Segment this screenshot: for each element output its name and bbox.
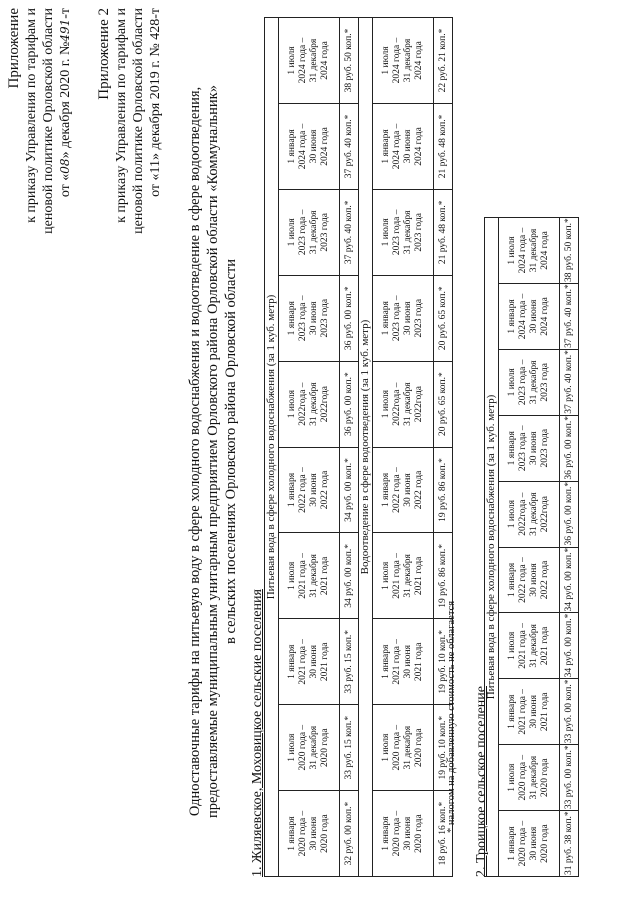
period-line: 1 июля xyxy=(507,500,517,529)
period-line: 2021 года – xyxy=(392,638,402,685)
appendix-line: ценовой политике Орловской области xyxy=(41,8,56,234)
wastewater-caption: Водоотведение в сфере водоотведения (за 1 куб. метр) xyxy=(359,18,373,877)
tariff-value-cell: 18 руб. 16 коп.* xyxy=(434,791,453,877)
document-title xyxy=(186,0,240,903)
period-line: 2021 года xyxy=(540,626,550,666)
period-header-cell xyxy=(279,103,340,189)
period-header-row xyxy=(279,18,340,877)
period-header-cell xyxy=(373,103,434,189)
period-line: 31 декабря xyxy=(309,382,319,426)
period-line: 1 января xyxy=(287,472,297,508)
tariff-value-cell: 37 руб. 40 коп.* xyxy=(560,349,579,415)
appendix-2-header xyxy=(96,8,164,234)
tariff-value-cell: 20 руб. 65 коп.* xyxy=(434,275,453,361)
period-line: 2022года xyxy=(320,386,330,423)
period-line: 2021 года – xyxy=(518,623,528,669)
handwritten-number: 491 xyxy=(58,18,72,42)
tariff-value-cell: 20 руб. 65 коп.* xyxy=(434,361,453,447)
period-header-cell xyxy=(373,705,434,791)
period-header-cell xyxy=(499,349,560,415)
period-line: 2021 года – xyxy=(392,553,402,599)
period-line: 2024 года – xyxy=(298,37,308,84)
period-line: 31 декабря xyxy=(529,624,539,668)
period-line: 2022года – xyxy=(298,382,308,426)
period-line: 1 июля xyxy=(287,561,297,590)
period-line: 31 декабря xyxy=(309,210,319,255)
period-line: 2023 года xyxy=(540,363,550,402)
period-line: 2023 года xyxy=(320,213,330,252)
period-header-cell xyxy=(279,533,340,619)
period-line: 2024 года xyxy=(320,41,330,80)
tariff-value-cell: 19 руб. 86 коп.* xyxy=(434,447,453,533)
tariff-value-cell: 31 руб. 38 коп.* xyxy=(560,811,579,877)
period-line: 31 декабря xyxy=(529,228,539,273)
period-line: 1 января xyxy=(381,816,391,851)
period-header-row xyxy=(373,18,434,877)
period-line: 2024 года xyxy=(320,127,330,166)
period-line: 1 января xyxy=(381,129,391,164)
period-line: 1 июля xyxy=(381,46,391,75)
tariff-value-cell: 36 руб. 00 коп.* xyxy=(560,415,579,481)
period-line: 30 июня xyxy=(529,563,539,597)
period-line: 31 декабря xyxy=(403,725,413,770)
period-header-cell xyxy=(279,705,340,791)
value-row xyxy=(560,218,579,877)
period-line: 31 декабря xyxy=(309,554,319,598)
period-line: 2021 года xyxy=(414,556,424,596)
period-header-cell xyxy=(373,533,434,619)
period-line: 2024 года – xyxy=(392,37,402,84)
period-line: 2024 года xyxy=(414,127,424,166)
period-line: 1 июля xyxy=(507,368,517,397)
tariff-value-cell: 36 руб. 00 коп.* xyxy=(340,275,359,361)
period-header-cell xyxy=(499,547,560,613)
tariff-value-cell: 33 руб. 00 коп.* xyxy=(560,679,579,745)
tariff-value-cell: 22 руб. 21 коп.* xyxy=(434,18,453,104)
period-line: 1 июля xyxy=(287,46,297,75)
period-header-cell xyxy=(373,361,434,447)
period-header-cell xyxy=(279,189,340,275)
period-header-cell xyxy=(373,275,434,361)
period-line: 2021 года xyxy=(320,642,330,682)
tariff-value-cell: 33 руб. 15 коп.* xyxy=(340,619,359,705)
appendix-order-prefix: от « xyxy=(58,173,73,198)
period-line: 31 декабря xyxy=(403,554,413,598)
period-line: 1 января xyxy=(287,816,297,851)
period-line: 2020 года xyxy=(320,814,330,853)
period-line: 1 января xyxy=(287,301,297,336)
period-line: 1 января xyxy=(381,644,391,679)
appendix-order-line xyxy=(57,8,74,234)
period-line: 2020 года – xyxy=(298,724,308,771)
period-line: 30 июня xyxy=(309,645,319,679)
tariff-value-cell: 37 руб. 40 коп.* xyxy=(340,103,359,189)
section-2-heading: 2. Троицкое сельское поселение xyxy=(474,686,489,877)
tariff-value-cell: 19 руб. 10 коп.* xyxy=(434,619,453,705)
period-header-cell xyxy=(499,415,560,481)
appendix-title: Приложение xyxy=(6,8,22,89)
period-header-cell xyxy=(279,275,340,361)
period-line: 1 января xyxy=(507,826,517,861)
period-line: 30 июня xyxy=(529,431,539,465)
period-line: 30 июня xyxy=(403,301,413,335)
period-line: 2023 года xyxy=(414,298,424,338)
period-line: 31 декабря xyxy=(529,492,539,536)
handwritten-day: 08 xyxy=(58,158,72,174)
tariff-value-cell: 34 руб. 00 коп.* xyxy=(340,447,359,533)
period-header-cell xyxy=(373,18,434,104)
period-line: 30 июня xyxy=(403,645,413,679)
appendix-2-title: Приложение 2 xyxy=(96,8,112,100)
period-header-cell xyxy=(279,361,340,447)
period-header-cell xyxy=(279,18,340,104)
period-line: 2021 года xyxy=(540,692,550,732)
period-line: 2023 года – xyxy=(518,359,528,406)
period-header-cell xyxy=(373,189,434,275)
value-row xyxy=(340,18,359,877)
period-line: 1 января xyxy=(381,472,391,508)
period-line: 1 января xyxy=(507,431,517,466)
table-caption: Питьевая вода в сфере холодного водоснабжения (за 1 куб. метр) xyxy=(265,18,279,877)
period-line: 30 июня xyxy=(403,129,413,164)
period-header-cell xyxy=(499,481,560,547)
period-line: 2023 года xyxy=(414,213,424,252)
period-line: 2021 года xyxy=(414,642,424,682)
period-line: 31 декабря xyxy=(529,360,539,405)
tariff-value-cell: 19 руб. 10 коп.* xyxy=(434,705,453,791)
period-line: 2020 года xyxy=(540,758,550,797)
tariff-value-cell: 37 руб. 40 коп.* xyxy=(340,189,359,275)
period-line: 30 июня xyxy=(309,473,319,507)
period-line: 31 декабря xyxy=(403,382,413,426)
tariff-value-cell: 36 руб. 00 коп.* xyxy=(340,361,359,447)
period-header-cell xyxy=(499,613,560,679)
tariff-value-cell: 34 руб. 00 коп.* xyxy=(560,613,579,679)
period-line: 2022 года xyxy=(320,470,330,510)
tariff-value-cell: 21 руб. 48 коп.* xyxy=(434,189,453,275)
table-caption: Питьевая вода в сфере холодного водоснабжения (за 1 куб. метр) xyxy=(485,218,499,877)
period-line: 30 июня xyxy=(309,301,319,335)
tariff-table-2 xyxy=(484,217,579,877)
period-line: 2024 года – xyxy=(518,227,528,274)
period-line: 1 января xyxy=(507,694,517,729)
period-line: 2023 года – xyxy=(392,209,402,256)
period-line: 2021 года – xyxy=(298,638,308,685)
period-line: 1 июля xyxy=(381,218,391,247)
period-line: 1 июля xyxy=(381,390,391,419)
period-line: 2023 года – xyxy=(518,425,528,472)
period-line: 2022года – xyxy=(518,492,528,536)
period-line: 1 июля xyxy=(507,236,517,265)
tariff-value-cell: 21 руб. 48 коп.* xyxy=(434,103,453,189)
period-line: 2023 года – xyxy=(298,209,308,256)
period-line: 2020 года xyxy=(540,824,550,863)
title-line: в сельских поселениях Орловского района Орловской области xyxy=(223,259,239,645)
period-line: 2020 года xyxy=(414,814,424,853)
period-line: 2023 года xyxy=(540,428,550,468)
period-line: 1 июля xyxy=(507,763,517,792)
period-line: 30 июня xyxy=(403,816,413,851)
period-line: 2020 года – xyxy=(298,810,308,857)
period-line: 30 июня xyxy=(309,129,319,164)
tariff-value-cell: 32 руб. 00 коп.* xyxy=(340,791,359,877)
tariff-value-cell: 37 руб. 40 коп.* xyxy=(560,283,579,349)
tariff-value-cell: 34 руб. 00 коп.* xyxy=(340,533,359,619)
period-line: 2023 года – xyxy=(298,295,308,342)
period-line: 31 декабря xyxy=(309,38,319,83)
period-line: 30 июня xyxy=(529,299,539,334)
period-header-cell xyxy=(279,791,340,877)
period-line: 1 июля xyxy=(287,390,297,419)
period-line: 30 июня xyxy=(529,695,539,729)
tariff-value-cell: 38 руб. 50 коп.* xyxy=(340,18,359,104)
period-line: 2022года – xyxy=(392,382,402,426)
period-line: 2020 года – xyxy=(518,820,528,867)
period-line: 1 января xyxy=(381,301,391,336)
period-line: 31 декабря xyxy=(309,725,319,770)
period-line: 1 июля xyxy=(381,561,391,590)
period-line: 2021 года – xyxy=(298,553,308,599)
period-header-cell xyxy=(373,447,434,533)
period-line: 2022 года – xyxy=(392,467,402,513)
period-line: 2022года xyxy=(540,496,550,533)
period-line: 2021 года xyxy=(320,556,330,596)
period-line: 2024 года xyxy=(540,231,550,270)
period-line: 1 января xyxy=(287,644,297,679)
title-line: предоставляемые муниципальным унитарным предприятием Орловского района Орловской области «Коммунальник» xyxy=(205,85,221,818)
period-line: 2023 года xyxy=(320,298,330,338)
tariff-value-cell: 34 руб. 00 коп.* xyxy=(560,547,579,613)
appendix-2-line: ценовой политике Орловской области xyxy=(131,8,146,234)
period-line: 2020 года – xyxy=(392,810,402,857)
period-line: 2022 года – xyxy=(518,557,528,603)
period-line: 2020 года xyxy=(320,728,330,767)
period-header-cell xyxy=(499,679,560,745)
period-line: 1 июля xyxy=(381,733,391,762)
footnote: * налогом на добавленную стоимость не облагается xyxy=(446,600,457,833)
period-line: 30 июня xyxy=(309,816,319,851)
period-header-cell xyxy=(373,619,434,705)
tariff-value-cell: 19 руб. 86 коп.* xyxy=(434,533,453,619)
period-header-cell xyxy=(279,619,340,705)
period-line: 1 января xyxy=(507,562,517,598)
period-line: 2024 года – xyxy=(518,293,528,340)
period-line: 2022года xyxy=(414,386,424,423)
tariff-value-cell: 38 руб. 50 коп.* xyxy=(560,218,579,284)
period-line: 31 декабря xyxy=(529,755,539,800)
period-line: 2022 года xyxy=(540,560,550,600)
section-1-heading: 1. Жиляевское, Моховицкое сельские поселения xyxy=(250,589,265,877)
period-line: 2024 года xyxy=(414,41,424,80)
period-line: 1 июля xyxy=(507,631,517,660)
appendix-order-middle: » декабря 2020 г. № xyxy=(58,41,73,159)
period-line: 2021 года – xyxy=(518,688,528,735)
period-line: 2024 года – xyxy=(392,123,402,170)
period-header-row xyxy=(499,218,560,877)
tariff-value-cell: 33 руб. 00 коп.* xyxy=(560,745,579,811)
title-line: Одноставочные тарифы на питьевую воду в сфере холодного водоснабжения и водоотведение в сфере водоотведения, xyxy=(187,86,203,817)
period-header-cell xyxy=(499,218,560,284)
period-line: 2022 года xyxy=(414,470,424,510)
tariff-value-cell: 33 руб. 15 коп.* xyxy=(340,705,359,791)
period-line: 2020 года – xyxy=(392,724,402,771)
period-line: 2023 года – xyxy=(392,295,402,342)
period-line: 31 декабря xyxy=(403,38,413,83)
period-line: 2024 года – xyxy=(298,123,308,170)
period-line: 1 июля xyxy=(287,218,297,247)
period-header-cell xyxy=(499,283,560,349)
period-line: 2024 года xyxy=(540,297,550,336)
period-line: 1 июля xyxy=(287,733,297,762)
period-header-cell xyxy=(279,447,340,533)
period-header-cell xyxy=(499,811,560,877)
period-header-cell xyxy=(499,745,560,811)
period-line: 30 июня xyxy=(403,473,413,507)
period-line: 31 декабря xyxy=(403,210,413,255)
period-line: 2022 года – xyxy=(298,467,308,513)
appendix-2-line: от «11» декабря 2019 г. № 428-т xyxy=(148,8,163,197)
appendix-2-line: к приказу Управления по тарифам и xyxy=(114,8,129,223)
appendix-line: к приказу Управления по тарифам и xyxy=(24,8,39,223)
appendix-header xyxy=(6,8,74,234)
period-line: 2020 года – xyxy=(518,754,528,801)
tariff-table-1 xyxy=(264,17,453,877)
period-header-cell xyxy=(373,791,434,877)
tariff-value-cell: 36 руб. 00 коп.* xyxy=(560,481,579,547)
period-line: 1 января xyxy=(507,299,517,334)
period-line: 30 июня xyxy=(529,826,539,861)
period-line: 2020 года xyxy=(414,728,424,767)
period-line: 1 января xyxy=(287,129,297,164)
appendix-order-suffix: -т xyxy=(58,8,73,19)
